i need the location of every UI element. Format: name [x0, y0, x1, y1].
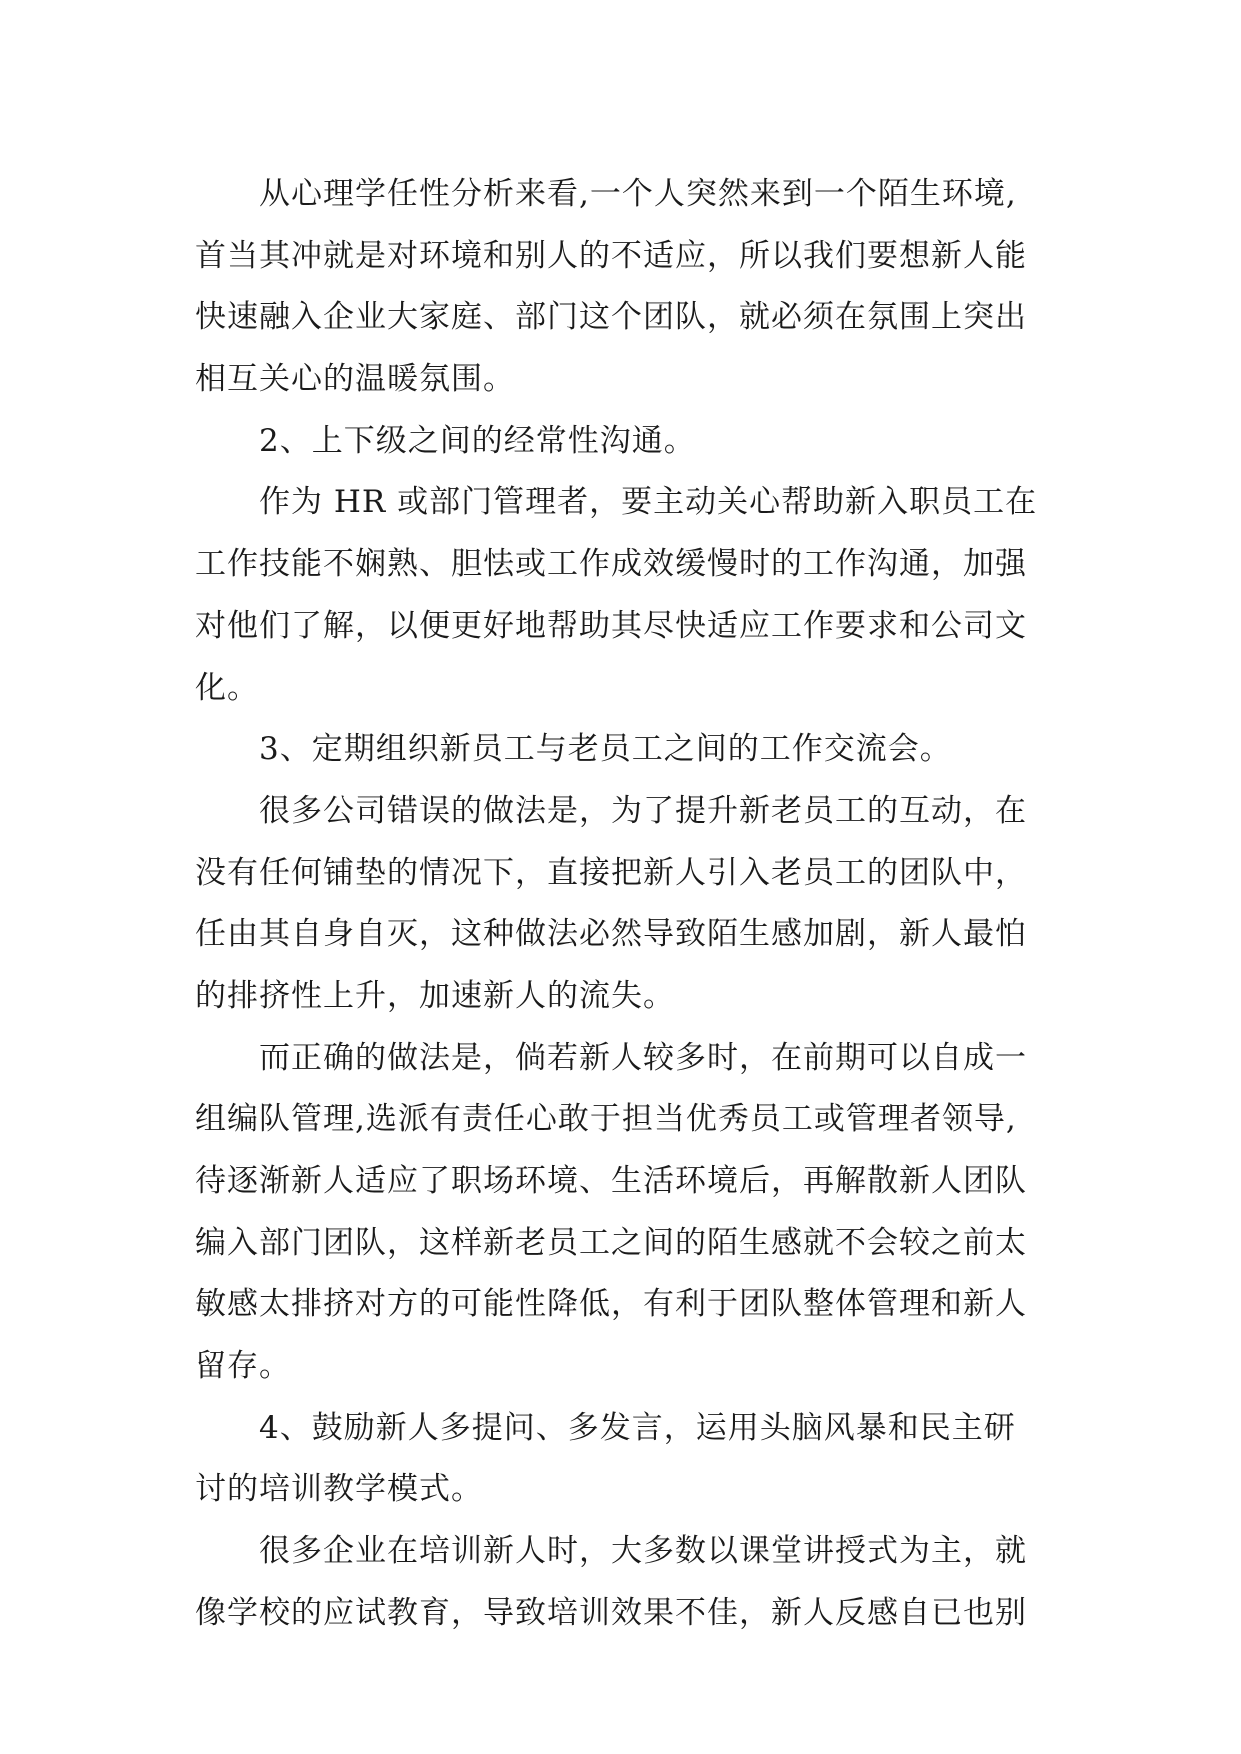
- text-line: 快速融入企业大家庭、部门这个团队，就必须在氛围上突出: [195, 299, 1027, 336]
- text-line: 像学校的应试教育，导致培训效果不佳，新人反感自已也别: [195, 1594, 1027, 1631]
- text-line: 作为 HR 或部门管理者，要主动关心帮助新入职员工在: [259, 484, 1038, 521]
- text-line: 编入部门团队，这样新老员工之间的陌生感就不会较之前太: [195, 1224, 1027, 1261]
- section-heading: 3、定期组织新员工与老员工之间的工作交流会。: [259, 731, 952, 768]
- text-line: 从心理学任性分析来看,一个人突然来到一个陌生环境,: [259, 176, 1017, 212]
- text-line: 而正确的做法是，倘若新人较多时，在前期可以自成一: [259, 1039, 1027, 1076]
- text-line: 讨的培训教学模式。: [195, 1471, 483, 1508]
- text-line: 敏感太排挤对方的可能性降低，有利于团队整体管理和新人: [195, 1286, 1027, 1323]
- text-line: 没有任何铺垫的情况下，直接把新人引入老员工的团队中，: [195, 854, 1027, 891]
- text-line: 相互关心的温暖氛围。: [195, 361, 515, 398]
- text-line: 首当其冲就是对环境和别人的不适应，所以我们要想新人能: [195, 237, 1027, 274]
- text-line: 对他们了解，以便更好地帮助其尽快适应工作要求和公司文: [195, 607, 1027, 644]
- section-heading: 2、上下级之间的经常性沟通。: [259, 422, 696, 459]
- text-line: 组编队管理,选派有责任心敢于担当优秀员工或管理者领导,: [195, 1101, 1017, 1138]
- text-line: 化。: [195, 669, 259, 706]
- text-line: 工作技能不娴熟、胆怯或工作成效缓慢时的工作沟通，加强: [195, 546, 1027, 583]
- text-line: 的排挤性上升，加速新人的流失。: [195, 977, 675, 1014]
- text-line: 留存。: [195, 1348, 291, 1385]
- text-line: 任由其自身自灭，这种做法必然导致陌生感加剧，新人最怕: [195, 916, 1027, 953]
- document-body: [195, 164, 1075, 1645]
- text-line: 很多企业在培训新人时，大多数以课堂讲授式为主，就: [259, 1533, 1027, 1570]
- text-line: 待逐渐新人适应了职场环境、生活环境后，再解散新人团队: [195, 1163, 1027, 1199]
- text-line: 很多公司错误的做法是，为了提升新老员工的互动，在: [259, 792, 1027, 829]
- section-heading: 4、鼓励新人多提问、多发言，运用头脑风暴和民主研: [259, 1409, 1016, 1446]
